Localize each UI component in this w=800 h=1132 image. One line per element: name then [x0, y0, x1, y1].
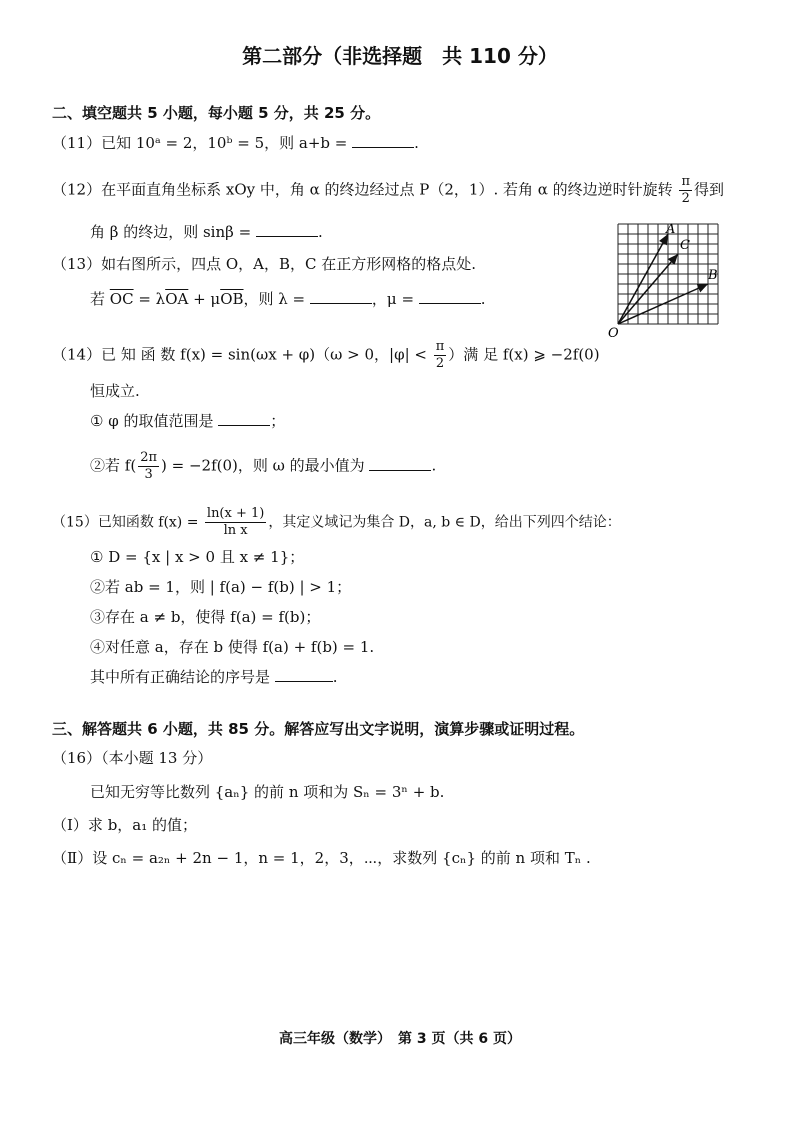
- q13-prefix: 若: [90, 290, 110, 308]
- section2-heading: 二、填空题共 5 小题，每小题 5 分，共 25 分。: [52, 104, 381, 122]
- answer-blank: [310, 289, 372, 304]
- q14-text-end: ）满 足 f(x) ⩾ −2f(0): [448, 345, 600, 364]
- point-o-label: O: [608, 326, 619, 340]
- q13-lambda: ，则 λ =: [243, 290, 306, 308]
- q15-conclusion-1: ① D = {x | x > 0 且 x ≠ 1}；: [90, 548, 305, 566]
- q14-item2-text: ) = −2f(0)，则 ω 的最小值为: [161, 456, 365, 475]
- answer-blank: [275, 667, 333, 682]
- question-14-line2: 恒成立.: [90, 382, 140, 400]
- question-14-line1: [52, 339, 600, 372]
- question-13-line2: [90, 289, 486, 309]
- fraction-numerator: 2π: [140, 450, 158, 465]
- question-12-line2: [90, 222, 323, 242]
- fraction-numerator: π: [435, 339, 445, 354]
- q14-item2-fraction: [138, 450, 159, 483]
- q14-item1-end: ；: [270, 412, 286, 430]
- question-12-line1: [52, 174, 724, 207]
- answer-blank: [218, 411, 270, 426]
- q15-conclusion-4: ④对任意 a，存在 b 使得 f(a) + f(b) = 1.: [90, 638, 375, 656]
- answer-blank: [352, 133, 414, 148]
- answer-blank: [369, 456, 431, 471]
- q12-fraction: [679, 174, 692, 207]
- q15-conclusion-2: ②若 ab = 1，则 | f(a) − f(b) | > 1；: [90, 578, 352, 596]
- question-13-line1: （13）如右图所示，四点 O，A，B，C 在正方形网格的格点处.: [52, 255, 477, 273]
- q13-end: .: [480, 290, 486, 308]
- q12-text-end: 得到: [694, 180, 725, 199]
- q15-ask: [90, 667, 338, 687]
- question-15-line1: [52, 506, 621, 539]
- vector-oa: $\overline{OA}$: [165, 290, 189, 308]
- page-title: 第二部分（非选择题 共 110 分）: [242, 44, 558, 68]
- q13-mu: ，μ =: [371, 290, 415, 308]
- question-16-part1: （Ⅰ）求 b，a₁ 的值；: [52, 816, 198, 834]
- fraction-numerator: ln(x + 1): [206, 506, 265, 521]
- q14-text: （14）已 知 函 数 f(x) = sin(ωx + φ)（ω > 0，|φ| <: [52, 345, 427, 364]
- fraction-numerator: π: [681, 174, 691, 189]
- point-b-label: B: [708, 268, 718, 283]
- fraction-denominator: 3: [144, 467, 153, 482]
- vector-oc: $\overline{OC}$: [109, 290, 134, 308]
- answer-blank: [419, 289, 481, 304]
- grid-lines: [618, 224, 718, 324]
- q15-conclusion-3: ③存在 a ≠ b，使得 f(a) = f(b)；: [90, 608, 321, 626]
- vector-oa-arrow: [618, 234, 668, 324]
- question-11: [52, 133, 419, 153]
- q15-text: ，其定义域记为集合 D，a, b ∈ D，给出下列四个结论：: [268, 514, 621, 531]
- question-16-head: （16）（本小题 13 分）: [52, 749, 213, 767]
- point-c-label: C: [680, 238, 690, 253]
- q12-line2-end: .: [317, 223, 323, 241]
- q14-item2-end: .: [431, 456, 437, 475]
- q13-plus: + μ: [188, 290, 221, 308]
- question-14-item2: [90, 450, 436, 483]
- q14-fraction: [434, 339, 447, 372]
- answer-blank: [256, 222, 318, 237]
- q14-item2-prefix: ②若 f(: [90, 456, 137, 475]
- fraction-denominator: 2: [435, 356, 445, 371]
- grid-figure: [608, 222, 736, 340]
- q11-text: （11）已知 10ᵃ = 2，10ᵇ = 5，则 a+b =: [52, 134, 348, 152]
- q12-line2: 角 β 的终边，则 sinβ =: [90, 223, 252, 241]
- q11-end: .: [414, 134, 419, 152]
- point-a-label: A: [666, 222, 676, 237]
- vector-ob: $\overline{OB}$: [220, 290, 244, 308]
- fraction-denominator: ln x: [223, 523, 248, 538]
- page-footer: 高三年级（数学） 第 3 页（共 6 页）: [279, 1031, 521, 1047]
- fraction-denominator: 2: [681, 191, 690, 206]
- question-16-stem: 已知无穷等比数列 {aₙ} 的前 n 项和为 Sₙ = 3ⁿ + b.: [90, 783, 445, 801]
- q15-prefix: （15）已知函数 f(x) =: [52, 514, 199, 531]
- q12-text: （12）在平面直角坐标系 xOy 中，角 α 的终边经过点 P（2，1）. 若角 α 的终边逆时针旋转: [52, 180, 673, 199]
- q14-item1-text: ① φ 的取值范围是: [90, 412, 214, 430]
- question-16-part2: （Ⅱ）设 cₙ = a₂ₙ + 2n − 1，n = 1，2，3，⋯，求数列 {cₙ} 的前 n 项和 Tₙ .: [52, 849, 591, 867]
- q15-ask-end: .: [332, 668, 338, 686]
- q15-ask-text: 其中所有正确结论的序号是: [90, 668, 271, 686]
- q15-fraction: [205, 506, 266, 539]
- question-14-item1: [90, 411, 285, 431]
- q13-eq: = λ: [133, 290, 166, 308]
- section3-heading: 三、解答题共 6 小题，共 85 分。解答应写出文字说明，演算步骤或证明过程。: [52, 720, 585, 738]
